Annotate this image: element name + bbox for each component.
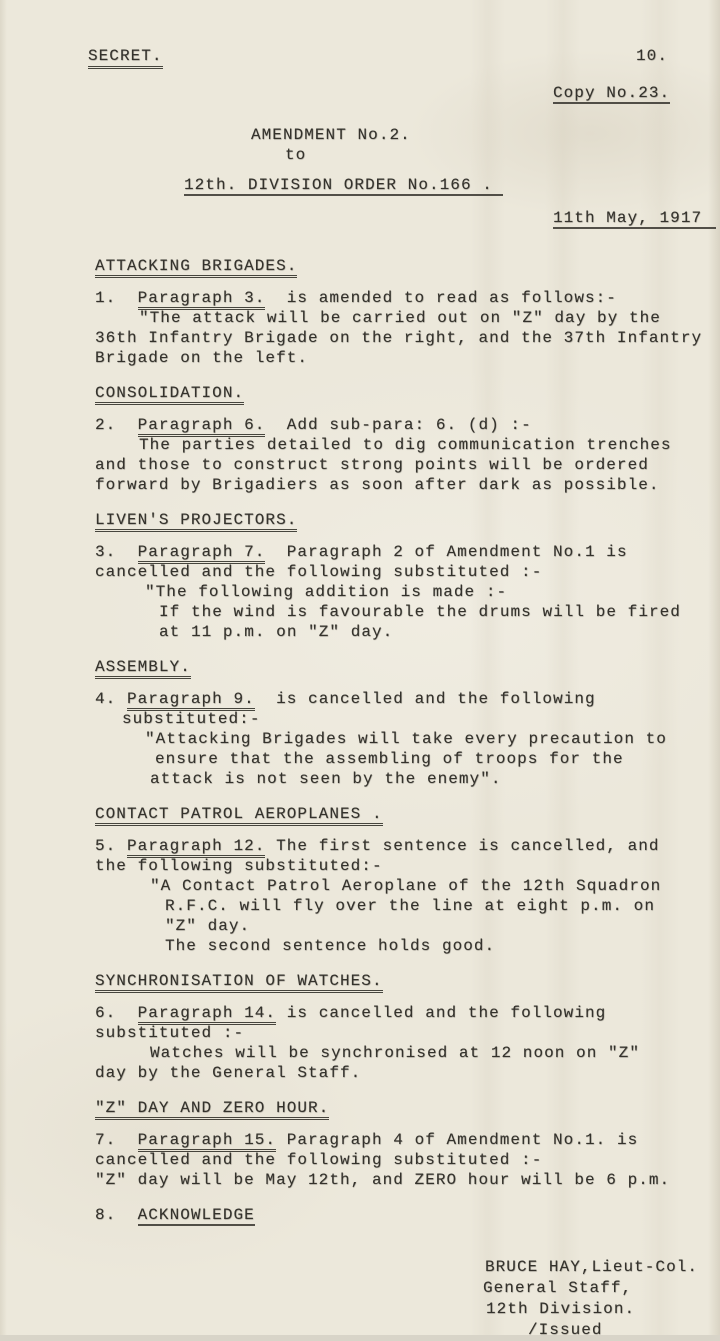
doc-line: Brigade on the left. [95, 349, 309, 367]
doc-line: forward by Brigadiers as soon after dark as possible. [95, 476, 660, 494]
section [95, 383, 720, 495]
doc-line: day by the General Staff. [95, 1064, 362, 1082]
doc-line: The second sentence holds good. [165, 937, 496, 955]
doc-line: 36th Infantry Brigade on the right, and the 37th Infantry [95, 329, 703, 347]
section-heading: "Z" DAY AND ZERO HOUR. [95, 1098, 720, 1118]
section-heading: CONTACT PATROL AEROPLANES . [95, 804, 720, 824]
doc-line: at 11 p.m. on "Z" day. [159, 623, 394, 641]
section [95, 657, 720, 789]
doc-line: substituted:- [122, 710, 261, 728]
section-heading: LIVEN'S PROJECTORS. [95, 510, 720, 530]
section [95, 510, 720, 642]
order-title: 12th. DIVISION ORDER No.166 . [184, 176, 503, 196]
doc-line: ensure that the assembling of troops for the [155, 750, 624, 768]
doc-line: The parties detailed to dig communication trenches [139, 436, 672, 454]
doc-line: substituted :- [95, 1024, 245, 1042]
doc-line: 3. Paragraph 7. Paragraph 2 of Amendment No.1 is [95, 542, 720, 562]
doc-line: "The following addition is made :- [145, 583, 508, 601]
doc-line: "Z" day will be May 12th, and ZERO hour will be 6 p.m. [95, 1171, 671, 1189]
amendment-title: AMENDMENT No.2. [251, 126, 411, 144]
doc-line: 2. Paragraph 6. Add sub-para: 6. (d) :- [95, 415, 720, 435]
section [95, 1098, 720, 1190]
doc-line: attack is not seen by the enemy". [150, 770, 502, 788]
doc-line: Watches will be synchronised at 12 noon on "Z" [150, 1044, 640, 1062]
doc-line: cancelled and the following substituted :- [95, 563, 543, 581]
section [95, 256, 720, 368]
signature-line: /Issued [528, 1321, 603, 1339]
document-date-row [553, 208, 720, 228]
doc-line: 8. ACKNOWLEDGE [95, 1206, 255, 1224]
section-heading: ATTACKING BRIGADES. [95, 256, 720, 276]
signature-line: BRUCE HAY,Lieut-Col. [485, 1258, 699, 1276]
copy-number-row [553, 83, 720, 103]
document-date: 11th May, 1917 [553, 209, 716, 229]
order-title-row [184, 175, 720, 195]
section [95, 1205, 720, 1225]
doc-line: 5. Paragraph 12. The first sentence is cancelled, and [95, 836, 720, 856]
doc-line: If the wind is favourable the drums will be fired [159, 603, 681, 621]
amendment-connector: to [285, 146, 307, 164]
section-heading: ASSEMBLY. [95, 657, 720, 677]
doc-line: and those to construct strong points will be ordered [95, 456, 649, 474]
section [95, 971, 720, 1083]
page-number: 10. [636, 47, 668, 65]
doc-line: cancelled and the following substituted :- [95, 1151, 543, 1169]
doc-line: 4. Paragraph 9. is cancelled and the following [95, 689, 720, 709]
doc-line: 6. Paragraph 14. is cancelled and the following [95, 1003, 720, 1023]
classification-label: SECRET. [88, 46, 163, 69]
doc-line: "Z" day. [165, 917, 251, 935]
section [95, 804, 720, 956]
header-row [0, 46, 720, 69]
doc-line: "A Contact Patrol Aeroplane of the 12th Squadron [150, 877, 662, 895]
section-heading: SYNCHRONISATION OF WATCHES. [95, 971, 720, 991]
signature-line: General Staff, [483, 1279, 633, 1297]
signature-block [483, 1257, 720, 1341]
copy-number: Copy No.23. [553, 84, 671, 102]
doc-line: 7. Paragraph 15. Paragraph 4 of Amendment No.1. is [95, 1130, 720, 1150]
doc-line: 1. Paragraph 3. is amended to read as follows:- [95, 288, 720, 308]
doc-line: the following substituted:- [95, 857, 383, 875]
doc-line: "The attack will be carried out on "Z" day by the [139, 309, 661, 327]
sections-container [95, 256, 720, 1225]
signature-line: 12th Division. [486, 1300, 636, 1318]
doc-line: R.F.C. will fly over the line at eight p.m. on [165, 897, 655, 915]
section-heading: CONSOLIDATION. [95, 383, 720, 403]
doc-line: "Attacking Brigades will take every precaution to [145, 730, 667, 748]
